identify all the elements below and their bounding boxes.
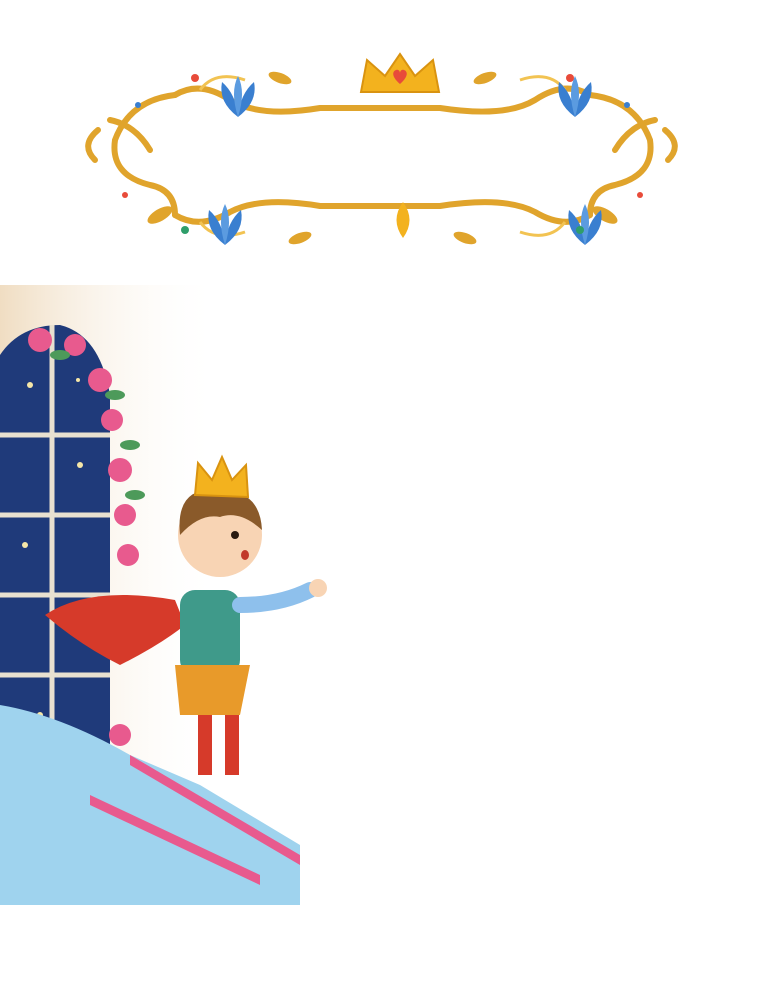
- decorative-dots: [0, 0, 763, 270]
- prince-illustration: [0, 285, 330, 905]
